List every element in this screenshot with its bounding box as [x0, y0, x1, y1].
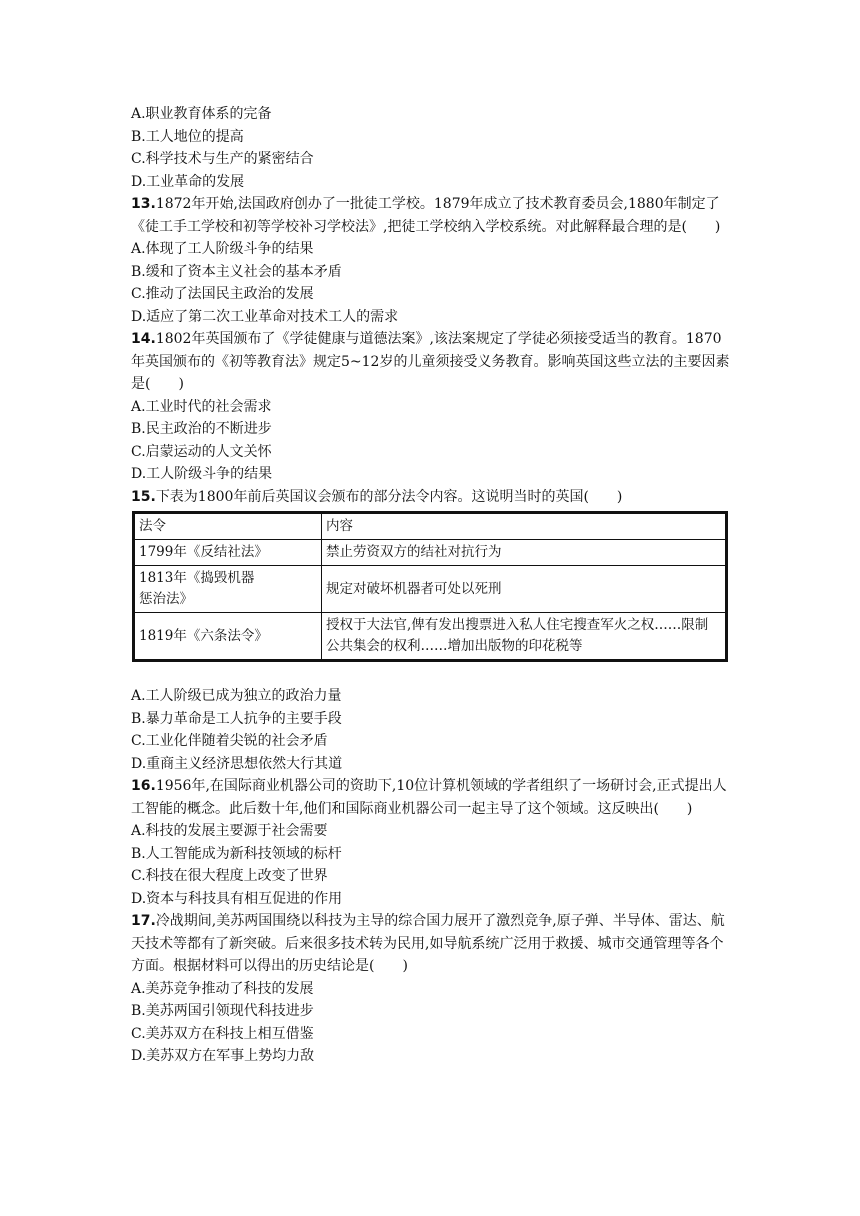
option-a: A.工业时代的社会需求	[131, 398, 272, 415]
option-a: A.科技的发展主要源于社会需要	[131, 823, 328, 839]
table-row	[134, 566, 727, 613]
question-text: 1872年开始,法国政府创办了一批徒工学校。1879年成立了技术教育委员会,1880年制定了《徒工手工学校和初等学校补习学校法》,把徒工学校纳入学校系统。对此解释最合理的是( )	[131, 196, 721, 235]
option-d: D.美苏双方在军事上势均力敌	[131, 1048, 315, 1064]
question-number: 17.	[131, 913, 156, 929]
table-cell-text: 1813年《捣毁机器惩治法》	[139, 570, 255, 607]
option-d: D.重商主义经济思想依然大行其道	[131, 755, 343, 772]
question-number: 14.	[131, 331, 156, 347]
option-c: C.科学技术与生产的紧密结合	[131, 151, 314, 167]
question-17	[131, 910, 731, 1068]
question-stem	[131, 910, 731, 978]
table-cell: 规定对破坏机器者可处以死刑	[322, 566, 727, 613]
question-text: 1956年,在国际商业机器公司的资助下,10位计算机领域的学者组织了一场研讨会,正式提出人工智能的概念。此后数十年,他们和国际商业机器公司一起主导了这个领域。这反映出( )	[131, 778, 727, 817]
question-text: 冷战期间,美苏两国围绕以科技为主导的综合国力展开了激烈竞争,原子弹、半导体、雷达、航天技术等都有了新突破。后来很多技术转为民用,如导航系统广泛用于救援、城市交通管理等各个方面。根据材料可以得出的历史结论是( )	[131, 913, 725, 974]
option-d: D.工业革命的发展	[131, 173, 245, 190]
option-c: C.科技在很大程度上改变了世界	[131, 868, 328, 884]
table-header-row	[134, 513, 727, 540]
option-b: B.暴力革命是工人抗争的主要手段	[131, 710, 342, 727]
law-table	[132, 511, 728, 662]
option-b: B.工人地位的提高	[131, 128, 244, 145]
question-12-options	[131, 103, 731, 193]
question-stem	[131, 193, 731, 238]
question-16	[131, 775, 731, 910]
option-a: A.体现了工人阶级斗争的结果	[131, 241, 314, 257]
option-a: A.工人阶级已成为独立的政治力量	[131, 688, 342, 704]
question-number: 16.	[131, 778, 156, 794]
question-list	[131, 103, 731, 1068]
option-a: A.职业教育体系的完备	[131, 106, 272, 122]
table-cell: 1819年《六条法令》	[134, 613, 322, 661]
option-d: D.资本与科技具有相互促进的作用	[131, 890, 343, 907]
table-row	[134, 540, 727, 566]
option-c: C.启蒙运动的人文关怀	[131, 443, 272, 460]
question-14	[131, 328, 731, 486]
table-cell: 授权于大法官,俾有发出搜票进入私人住宅搜查军火之权……限制公共集会的权利……增加出版物的印花税等	[322, 613, 727, 661]
question-13	[131, 193, 731, 328]
table-cell: 禁止劳资双方的结社对抗行为	[322, 540, 727, 566]
option-c: C.工业化伴随着尖锐的社会矛盾	[131, 733, 328, 749]
question-stem	[131, 775, 731, 820]
table-cell: 1799年《反结社法》	[134, 540, 322, 566]
option-d: D.工人阶级斗争的结果	[131, 466, 273, 482]
question-text: 下表为1800年前后英国议会颁布的部分法令内容。这说明当时的英国( )	[155, 488, 623, 505]
question-15	[131, 486, 731, 776]
option-d: D.适应了第二次工业革命对技术工人的需求	[131, 308, 399, 325]
option-c: C.美苏双方在科技上相互借鉴	[131, 1025, 314, 1042]
table-header-cell: 法令	[134, 513, 322, 540]
option-b: B.人工智能成为新科技领域的标杆	[131, 845, 342, 862]
question-stem	[131, 486, 731, 509]
table-row	[134, 613, 727, 661]
option-a: A.美苏竞争推动了科技的发展	[131, 980, 314, 997]
table-header-cell: 内容	[322, 513, 727, 540]
question-15-options	[131, 685, 731, 775]
question-stem	[131, 328, 731, 396]
option-b: B.缓和了资本主义社会的基本矛盾	[131, 263, 342, 280]
option-b: B.民主政治的不断进步	[131, 421, 272, 437]
question-number: 13.	[131, 196, 156, 212]
option-b: B.美苏两国引领现代科技进步	[131, 1003, 314, 1019]
question-number: 15.	[131, 488, 156, 505]
table-cell	[134, 566, 322, 613]
question-text: 1802年英国颁布了《学徒健康与道德法案》,该法案规定了学徒必须接受适当的教育。1870年英国颁布的《初等教育法》规定5~12岁的儿童须接受义务教育。影响英国这些立法的主要因素是( )	[131, 331, 730, 392]
option-c: C.推动了法国民主政治的发展	[131, 286, 314, 302]
